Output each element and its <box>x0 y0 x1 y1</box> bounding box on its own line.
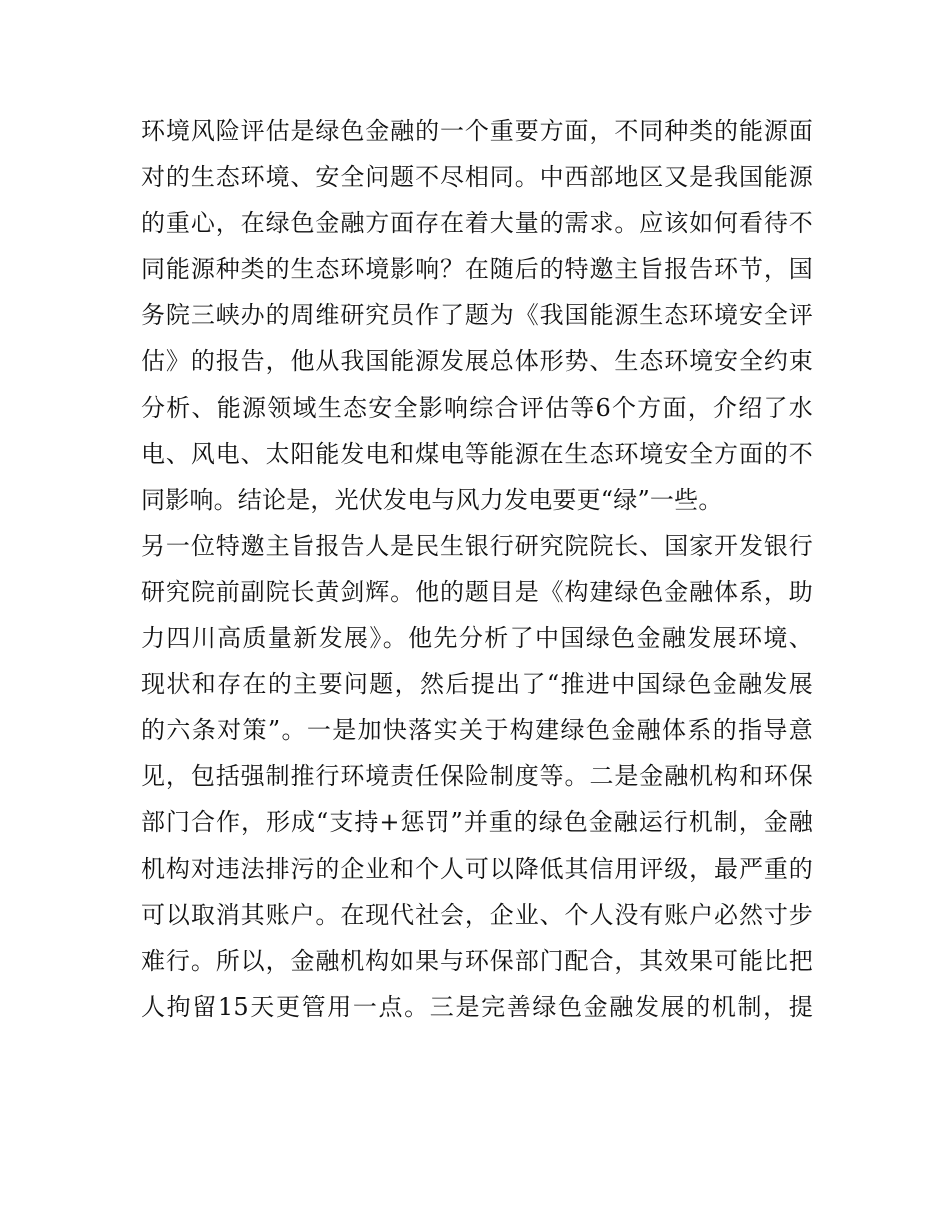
text-line: 务院三峡办的周维研究员作了题为《我国能源生态环境安全评 <box>141 301 813 330</box>
text-line: 研究院前副院长黄剑辉。他的题目是《构建绿色金融体系，助 <box>141 577 813 606</box>
text-line: 可以取消其账户。在现代社会，企业、个人没有账户必然寸步 <box>141 900 813 929</box>
article-body <box>141 108 813 1030</box>
text-line: 现状和存在的主要问题，然后提出了“推进中国绿色金融发展 <box>141 670 813 699</box>
text-line: 的六条对策”。一是加快落实关于构建绿色金融体系的指导意 <box>141 716 813 745</box>
text-line: 另一位特邀主旨报告人是民生银行研究院院长、国家开发银行 <box>141 531 813 560</box>
text-line: 部门合作，形成“支持+惩罚”并重的绿色金融运行机制，金融 <box>141 808 813 837</box>
text-line: 见，包括强制推行环境责任保险制度等。二是金融机构和环保 <box>141 762 813 791</box>
text-line: 的重心，在绿色金融方面存在着大量的需求。应该如何看待不 <box>141 209 813 238</box>
text-line: 机构对违法排污的企业和个人可以降低其信用评级，最严重的 <box>141 854 813 883</box>
text-line: 同影响。结论是，光伏发电与风力发电要更“绿”一些。 <box>141 485 723 514</box>
text-line: 环境风险评估是绿色金融的一个重要方面，不同种类的能源面 <box>141 117 813 145</box>
text-line: 人拘留15天更管用一点。三是完善绿色金融发展的机制，提 <box>141 992 813 1021</box>
text-line: 估》的报告，他从我国能源发展总体形势、生态环境安全约束 <box>141 347 813 376</box>
text-line: 电、风电、太阳能发电和煤电等能源在生态环境安全方面的不 <box>141 439 813 468</box>
text-line: 分析、能源领域生态安全影响综合评估等6个方面，介绍了水 <box>141 393 813 422</box>
text-line: 力四川高质量新发展》。他先分析了中国绿色金融发展环境、 <box>141 624 813 653</box>
text-line: 对的生态环境、安全问题不尽相同。中西部地区又是我国能源 <box>141 163 813 192</box>
text-line: 同能源种类的生态环境影响？在随后的特邀主旨报告环节，国 <box>141 255 813 284</box>
text-line: 难行。所以，金融机构如果与环保部门配合，其效果可能比把 <box>141 946 813 975</box>
